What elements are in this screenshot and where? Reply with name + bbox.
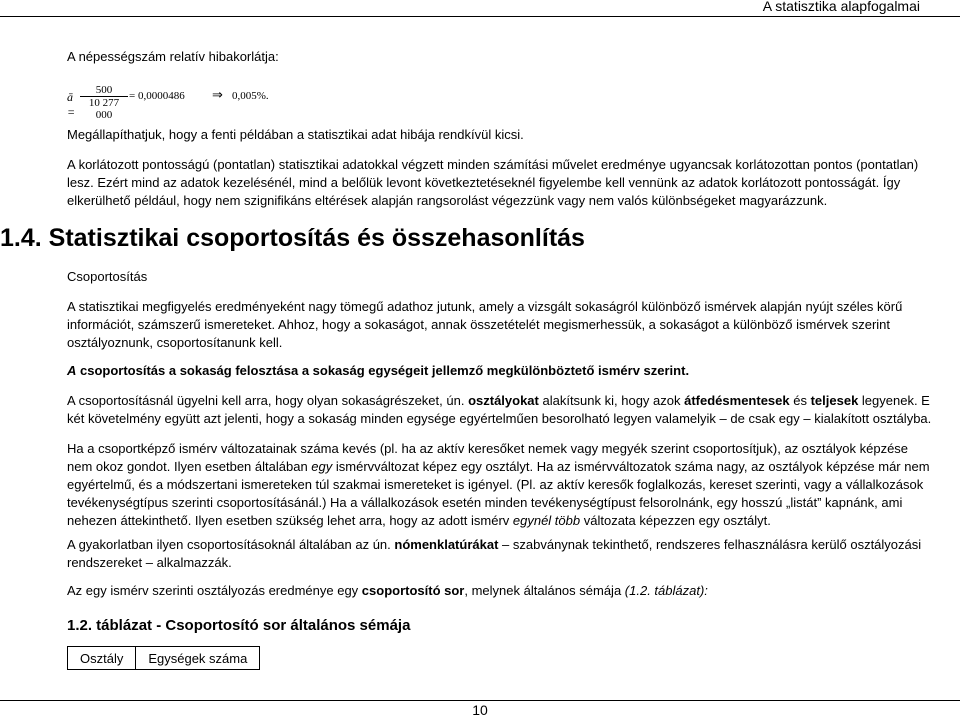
- term-osztalyokat: osztályokat: [468, 393, 539, 408]
- paragraph-line: [67, 458, 960, 476]
- header-title: A statisztika alapfogalmai: [762, 0, 920, 14]
- text-run: és: [789, 393, 811, 408]
- paragraph-line: [67, 512, 960, 530]
- paragraph-line: egyértelmű, és a módszertani ismereteken túl szakmai ismereteket is igényel. (Pl. az aktív keresők foglalkozás, kereset szerinti, vagy a vállalkozások: [67, 477, 924, 492]
- formula-fraction: [80, 84, 128, 121]
- table-title: 1.2. táblázat - Csoportosító sor általános sémája: [67, 617, 411, 634]
- text-run: ismérvváltozat képez egy osztályt. Ha az ismérvváltozatok száma nagy, az osztályok képzése már nem: [332, 459, 930, 474]
- subheading: Csoportosítás: [67, 269, 148, 284]
- limited-precision-paragraph: [67, 156, 960, 210]
- paragraph-line: [67, 392, 960, 410]
- text-run: nehezen áttekinthető. Ilyen esetben szükség lehet arra, hogy az adott ismérv: [67, 513, 513, 528]
- section-heading: [0, 224, 893, 253]
- text-run: nem okoz gondot. Ilyen esetben általában: [67, 459, 312, 474]
- text-run: Az egy ismérv szerinti osztályozás eredménye egy: [67, 583, 362, 598]
- paragraph-line: osztályoznunk, csoportosítanunk kell.: [67, 335, 283, 350]
- emphasis-egy: egy: [311, 459, 333, 474]
- text-run: A gyakorlatban ilyen csoportosításoknál általában az ún.: [67, 537, 395, 552]
- page-number: 10: [472, 702, 488, 718]
- column-header-egysegek-szama: Egységek száma: [136, 647, 260, 670]
- section-heading-text: 1.4. Statisztikai csoportosítás és összehasonlítás: [0, 224, 585, 252]
- text-run: , melynek általános sémája: [464, 583, 625, 598]
- paragraph-line: rendszereket – alkalmazzák.: [67, 555, 232, 570]
- implies-arrow-icon: ⇒: [212, 88, 223, 103]
- formula-numerator: 500: [80, 84, 128, 97]
- paragraph-line: lesz. Ezért mind az adatok kezelésénél, mind a belőlük levont következtetéseknél figyelembe kell vennünk az adatok korlátozott pontosságát. Így: [67, 175, 901, 190]
- paragraph-line: tevékenységtípus szerinti csoportosításánál.) Ha a vállalkozások esetén minden tevékenységtípust felsorolnánk, egy hosszú „listát” kapnánk, ami: [67, 495, 903, 510]
- text-run: A csoportosításnál ügyelni kell arra, hogy olyan sokaságrészeket, ún.: [67, 393, 469, 408]
- definition: [67, 362, 960, 380]
- formula-variable: ā =: [67, 90, 76, 119]
- nomenclature-paragraph: [67, 536, 960, 572]
- formula-result: = 0,0000486: [129, 90, 185, 102]
- text-run: alakítsunk ki, hogy azok: [538, 393, 685, 408]
- formula-percent: 0,005%.: [232, 90, 269, 102]
- term-atfedesmentesek: átfedésmentesek: [684, 393, 790, 408]
- term-teljesek: teljesek: [810, 393, 859, 408]
- table-reference: (1.2. táblázat):: [624, 583, 708, 598]
- text-run: változata képezzen egy osztályt.: [580, 513, 771, 528]
- text-run: legyenek. E: [858, 393, 930, 408]
- paragraph-line: [67, 536, 960, 554]
- paragraph-line: elkerülhető például, hogy nem szignifikáns eltérések alapján rangsorolást végezzünk vagy nem valós különbségeket magyarázzunk.: [67, 193, 828, 208]
- paragraph-line: Ha a csoportképző ismérv változatainak száma kevés (pl. ha az aktív keresőket nemek vagy megyék szerint csoportosítjuk), az osztályok képzése: [67, 441, 909, 456]
- definition-text: csoportosítás a sokaság felosztása a sokaság egységeit jellemző megkülönböztető ismérv szerint.: [76, 363, 690, 378]
- definition-article: A: [67, 363, 77, 378]
- table-header-row: [68, 647, 260, 670]
- paragraph-line: A statisztikai megfigyelés eredményeként nagy tömegű adathoz jutunk, amely a vizsgált sokaságról különböző ismérvek alapján nyújt széles körű: [67, 299, 903, 314]
- page-header: [0, 0, 960, 17]
- text-run: – szabványnak tekinthető, rendszeres felhasználásra kerülő osztályozási: [498, 537, 922, 552]
- paragraph-line: A korlátozott pontosságú (pontatlan) statisztikai adatokkal végzett minden számítási művelet eredménye ugyancsak korlátozottan pontos (pontatlan): [67, 157, 919, 172]
- grouping-series-sentence: [67, 582, 960, 600]
- conclusion-text: Megállapíthatjuk, hogy a fenti példában a statisztikai adat hibája rendkívül kicsi.: [67, 127, 524, 142]
- paragraph-line: két követelmény együtt azt jelenti, hogy a sokaság minden egysége egyértelműen besorolható legyen valamelyik – de csak egy – kialakított osztályba.: [67, 411, 932, 426]
- intro-paragraph: [67, 298, 960, 352]
- term-csoportosito-sor: csoportosító sor: [361, 583, 465, 598]
- page-footer: [0, 700, 960, 717]
- classes-paragraph: [67, 392, 960, 428]
- column-header-osztaly: Osztály: [68, 647, 136, 670]
- formula-caption: A népességszám relatív hibakorlátja:: [67, 49, 279, 64]
- formula-denominator: 10 277 000: [88, 97, 120, 121]
- term-nomenklaturakat: nómenklatúrákat: [394, 537, 499, 552]
- paragraph-line: információt, számszerű ismereteket. Ahhoz, hogy a sokaságot, annak összetételét megismerhessük, a sokaságot a különböző ismérvek szerint: [67, 317, 891, 332]
- grouping-series-table: [67, 646, 260, 670]
- variants-paragraph: [67, 440, 960, 530]
- emphasis-egynel-tobb: egynél több: [512, 513, 581, 528]
